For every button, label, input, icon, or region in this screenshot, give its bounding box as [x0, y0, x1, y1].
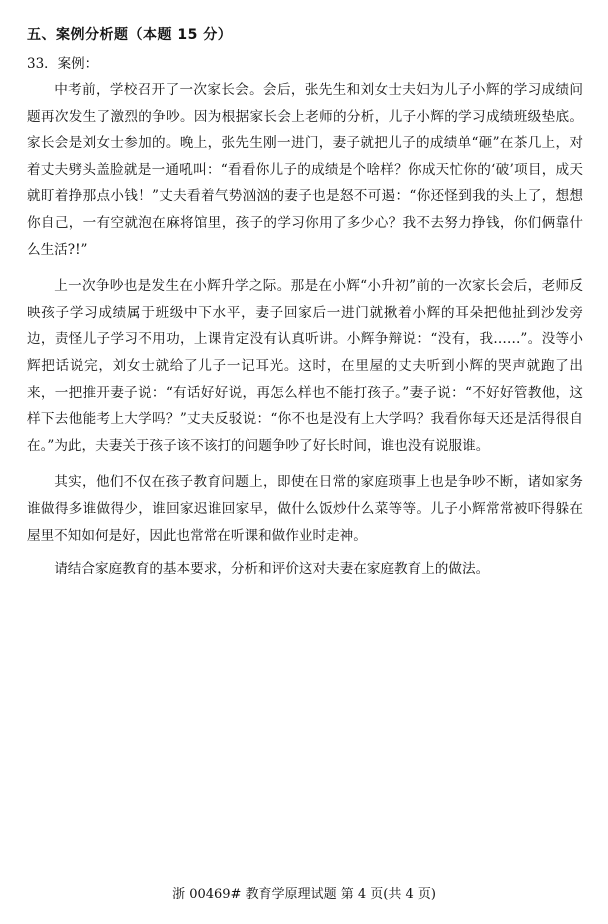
question-number: 33．案例： [27, 56, 99, 72]
case-paragraph-3: 其实，他们不仅在孩子教育问题上，即使在日常的家庭琐事上也是争吵不断，诸如家务谁做得多谁做得少，谁回家迟谁回家早，做什么饭炒什么菜等等。儿子小辉常常被吓得躲在屋里不知如何是好，因此也常常在听课和做作业时走神。 [27, 474, 583, 544]
case-text [27, 77, 583, 583]
page-footer: 浙 00469# 教育学原理试题 第 4 页(共 4 页) [172, 887, 436, 902]
question-task: 请结合家庭教育的基本要求，分析和评价这对夫妻在家庭教育上的做法。 [54, 561, 490, 578]
section-heading: 五、案例分析题（本题 15 分） [27, 27, 233, 43]
case-paragraph-2: 上一次争吵也是发生在小辉升学之际。那是在小辉“小升初”前的一次家长会后，老师反映孩子学习成绩属于班级中下水平，妻子回家后一进门就揪着小辉的耳朵把他扯到沙发旁边，责怪儿子学习不用功，上课肯定没有认真听讲。小辉争辩说：“没有，我……”。没等小辉把话说完，刘女士就给了儿子一记耳光。这时，在里屋的丈夫听到小辉的哭声就跑了出来，一把推开妻子说：“有话好好说，再怎么样也不能打孩子。”妻子说：“不好好管教他，这样下去他能考上大学吗？”丈夫反驳说：“你不也是没有上大学吗？我看你每天还是活得很自在。”为此，夫妻关于孩子该不该打的问题争吵了好长时间，谁也没有说服谁。 [27, 278, 583, 454]
case-paragraph-1: 中考前，学校召开了一次家长会。会后，张先生和刘女士夫妇为儿子小辉的学习成绩问题再次发生了激烈的争吵。因为根据家长会上老师的分析，儿子小辉的学习成绩班级垫底。家长会是刘女士参加的。晚上，张先生刚一进门，妻子就把儿子的成绩单“砸”在茶几上，对着丈夫劈头盖脸就是一通吼叫：“看看你儿子的成绩是个啥样？你成天忙你的‘破’项目，成天就盯着挣那点小钱！”丈夫看着气势汹汹的妻子也是怒不可遏：“你还怪到我的头上了，想想你自己，一有空就泡在麻将馆里，孩子的学习你用了多少心？我不去努力挣钱，你们俩靠什么生活?!” [27, 82, 583, 258]
